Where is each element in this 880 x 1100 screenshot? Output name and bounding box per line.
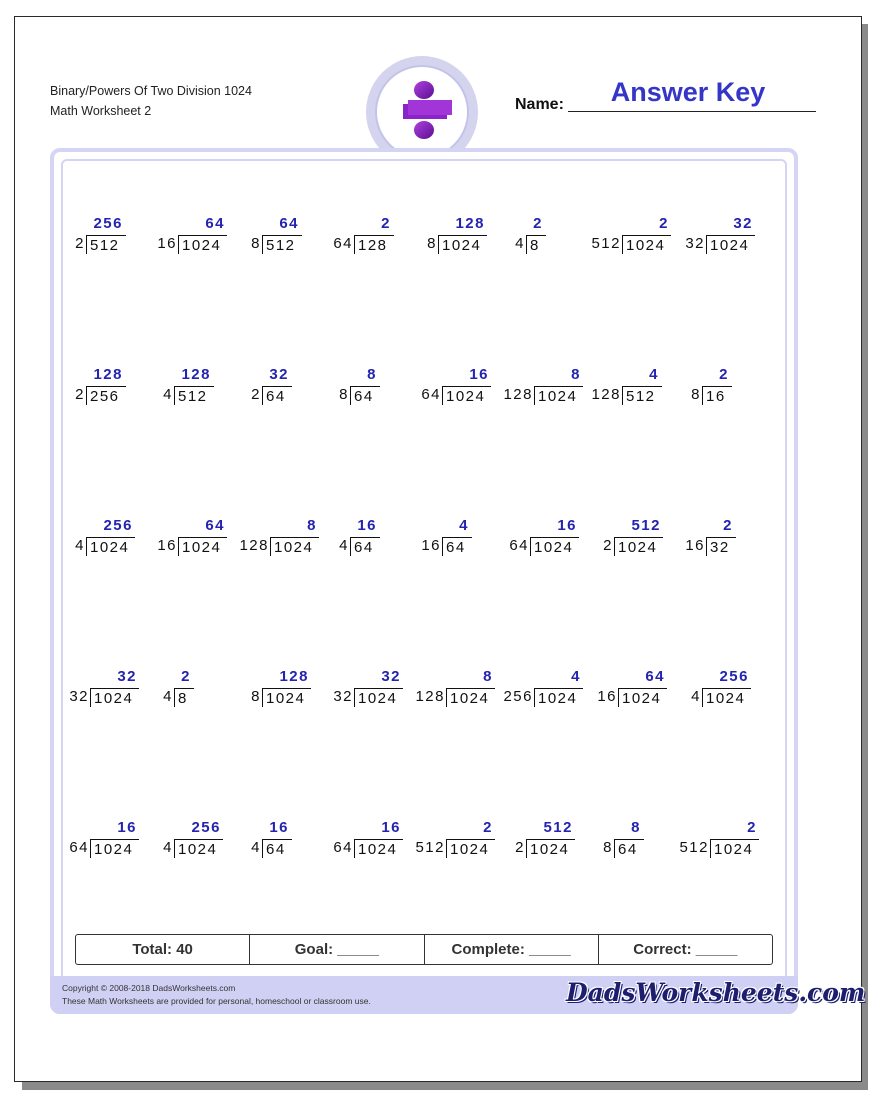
- copyright-block: [62, 982, 371, 1007]
- dividend: 8: [174, 688, 194, 707]
- quotient-answer: 32: [733, 215, 753, 232]
- dividend: 1024: [702, 688, 751, 707]
- dividend: 1024: [710, 839, 759, 858]
- dividend: 1024: [614, 537, 663, 556]
- divisor: 8: [339, 386, 349, 403]
- quotient-answer: 128: [455, 215, 485, 232]
- quotient-answer: 2: [381, 215, 391, 232]
- quotient-answer: 128: [279, 668, 309, 685]
- division-problem: [66, 363, 786, 411]
- dividend: 1024: [526, 839, 575, 858]
- divisor: 4: [515, 235, 525, 252]
- dividend: 1024: [86, 537, 135, 556]
- divisor: 64: [333, 839, 353, 856]
- problems-frame-inner: [61, 159, 787, 1003]
- divisor: 4: [251, 839, 261, 856]
- dividend: 512: [262, 235, 302, 254]
- copyright-text: Copyright © 2008-2018 DadsWorksheets.com: [62, 983, 236, 993]
- dividend: 1024: [446, 839, 495, 858]
- quotient-answer: 8: [631, 819, 641, 836]
- name-label: Name:: [515, 96, 564, 113]
- dividend: 64: [262, 386, 292, 405]
- problems-frame: [50, 148, 798, 1014]
- dividend: 1024: [262, 688, 311, 707]
- division-problem: [66, 665, 786, 713]
- divisor: 2: [603, 537, 613, 554]
- quotient-answer: 2: [719, 366, 729, 383]
- dividend: 32: [706, 537, 736, 556]
- name-line: [568, 111, 816, 112]
- dividend: 1024: [530, 537, 579, 556]
- division-problem: [66, 816, 786, 864]
- divisor: 2: [515, 839, 525, 856]
- divisor: 16: [157, 537, 177, 554]
- quotient-answer: 2: [181, 668, 191, 685]
- divisor: 64: [421, 386, 441, 403]
- worksheet-title: [50, 81, 252, 121]
- dividend: 1024: [534, 386, 583, 405]
- dividend: 1024: [442, 386, 491, 405]
- quotient-answer: 16: [357, 517, 377, 534]
- divisor: 512: [415, 839, 445, 856]
- dividend: 1024: [90, 688, 139, 707]
- quotient-answer: 32: [269, 366, 289, 383]
- quotient-answer: 8: [367, 366, 377, 383]
- divisor: 64: [509, 537, 529, 554]
- title-line-2: Math Worksheet 2: [50, 104, 152, 118]
- score-goal: Goal: _____: [250, 935, 424, 964]
- quotient-answer: 256: [93, 215, 123, 232]
- divisor: 128: [503, 386, 533, 403]
- divisor: 4: [163, 688, 173, 705]
- quotient-answer: 64: [205, 517, 225, 534]
- divisor: 16: [157, 235, 177, 252]
- divisor: 32: [69, 688, 89, 705]
- divisor: 128: [591, 386, 621, 403]
- dividend: 1024: [446, 688, 495, 707]
- quotient-answer: 128: [93, 366, 123, 383]
- dividend: 1024: [534, 688, 583, 707]
- brand-logo: DadsWorksheets.com: [566, 978, 866, 1007]
- divisor: 64: [69, 839, 89, 856]
- divisor: 8: [251, 688, 261, 705]
- quotient-answer: 16: [381, 819, 401, 836]
- answer-key-title: Answer Key: [610, 77, 766, 107]
- divisor: 16: [421, 537, 441, 554]
- dividend: 1024: [622, 235, 671, 254]
- quotient-answer: 16: [469, 366, 489, 383]
- dividend: 64: [442, 537, 472, 556]
- quotient-answer: 8: [483, 668, 493, 685]
- dividend: 1024: [618, 688, 667, 707]
- divisor: 8: [427, 235, 437, 252]
- dividend: 64: [350, 537, 380, 556]
- quotient-answer: 64: [279, 215, 299, 232]
- quotient-answer: 64: [205, 215, 225, 232]
- quotient-answer: 16: [557, 517, 577, 534]
- score-total: Total: 40: [76, 935, 250, 964]
- dividend: 1024: [354, 839, 403, 858]
- division-sign-icon: [382, 72, 462, 152]
- divisor: 32: [685, 235, 705, 252]
- quotient-answer: 2: [483, 819, 493, 836]
- divisor: 4: [339, 537, 349, 554]
- dividend: 1024: [174, 839, 223, 858]
- quotient-answer: 128: [181, 366, 211, 383]
- dividend: 64: [262, 839, 292, 858]
- quotient-answer: 32: [117, 668, 137, 685]
- dividend: 1024: [270, 537, 319, 556]
- divisor: 2: [75, 235, 85, 252]
- divisor: 64: [333, 235, 353, 252]
- dividend: 16: [702, 386, 732, 405]
- quotient-answer: 512: [631, 517, 661, 534]
- quotient-answer: 2: [723, 517, 733, 534]
- quotient-answer: 2: [747, 819, 757, 836]
- dividend: 64: [614, 839, 644, 858]
- divisor: 8: [691, 386, 701, 403]
- divisor: 16: [597, 688, 617, 705]
- divisor: 512: [679, 839, 709, 856]
- quotient-answer: 32: [381, 668, 401, 685]
- divisor: 2: [75, 386, 85, 403]
- quotient-answer: 64: [645, 668, 665, 685]
- score-correct: Correct: _____: [633, 941, 738, 958]
- quotient-answer: 256: [103, 517, 133, 534]
- dividend: 8: [526, 235, 546, 254]
- quotient-answer: 4: [571, 668, 581, 685]
- quotient-answer: 2: [533, 215, 543, 232]
- quotient-answer: 16: [117, 819, 137, 836]
- dividend: 1024: [90, 839, 139, 858]
- divisor: 2: [251, 386, 261, 403]
- score-bar: [75, 934, 773, 965]
- quotient-answer: 4: [459, 517, 469, 534]
- dividend: 1024: [178, 235, 227, 254]
- dividend: 1024: [438, 235, 487, 254]
- divisor: 4: [163, 839, 173, 856]
- quotient-answer: 16: [269, 819, 289, 836]
- divisor: 128: [415, 688, 445, 705]
- divisor: 4: [75, 537, 85, 554]
- divisor: 32: [333, 688, 353, 705]
- dividend: 512: [174, 386, 214, 405]
- divisor: 512: [591, 235, 621, 252]
- dividend: 64: [350, 386, 380, 405]
- dividend: 128: [354, 235, 394, 254]
- quotient-answer: 2: [659, 215, 669, 232]
- dividend: 512: [622, 386, 662, 405]
- divisor: 256: [503, 688, 533, 705]
- division-problem: [66, 514, 786, 562]
- quotient-answer: 4: [649, 366, 659, 383]
- divisor: 16: [685, 537, 705, 554]
- dividend: 256: [86, 386, 126, 405]
- usage-notice: These Math Worksheets are provided for personal, homeschool or classroom use.: [62, 995, 371, 1006]
- dividend: 1024: [706, 235, 755, 254]
- quotient-answer: 8: [307, 517, 317, 534]
- divisor: 128: [239, 537, 269, 554]
- quotient-answer: 256: [191, 819, 221, 836]
- dividend: 1024: [354, 688, 403, 707]
- divisor: 8: [603, 839, 613, 856]
- divisor: 4: [691, 688, 701, 705]
- title-line-1: Binary/Powers Of Two Division 1024: [50, 84, 252, 98]
- divisor: 8: [251, 235, 261, 252]
- quotient-answer: 512: [543, 819, 573, 836]
- dividend: 1024: [178, 537, 227, 556]
- divisor: 4: [163, 386, 173, 403]
- quotient-answer: 256: [719, 668, 749, 685]
- score-complete: Complete: _____: [425, 935, 599, 964]
- dividend: 512: [86, 235, 126, 254]
- division-problem: [66, 212, 786, 260]
- quotient-answer: 8: [571, 366, 581, 383]
